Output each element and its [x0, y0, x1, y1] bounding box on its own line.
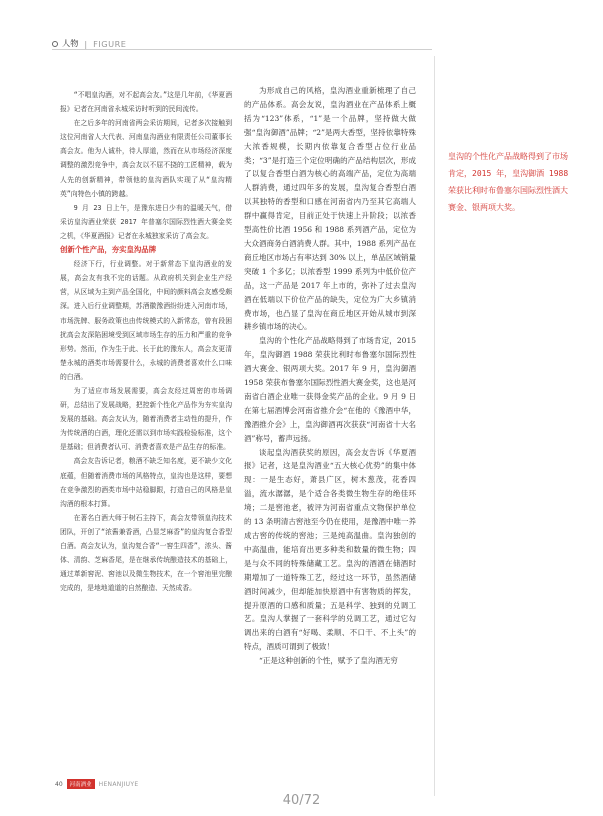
paragraph: “正是这种创新的个性，赋予了皇沟酒无穷: [259, 656, 398, 666]
bullet-icon: [52, 41, 58, 47]
paragraph: “不唱皇沟酒，对不起高会友。”这是几年前，《华夏酒报》记者在河南省永城采访时听到的民间流传。: [60, 91, 232, 114]
paragraph: 为了适应市场发展需要，高会友经过周密的市场调研，总结出了发展战略，把控新个性化产品作为夯实皇沟发展的基础。高会友认为，随着消费者主动性的提升，作为传统酒的白酒，理化还需以到市场实践检验标准，这个是基础；但消费者认可、消费者喜欢是产品生存的标准。: [60, 386, 232, 452]
article-column-1: [60, 88, 232, 595]
page-footer: [55, 779, 138, 789]
column-divider: [434, 56, 435, 796]
paragraph: 在之后多年的河南省两会采访期间，记者多次接触到这位河南省人大代表、河南皇沟酒业有限责任公司董事长高会友。他为人诚朴，待人厚道，然而在从市场经济深度调整的激烈竞争中，高会友以不屈不挠的工匠精神，载为人先的创新精神，带领他的皇沟酒队实现了从“皇沟精英”向特色小镇的跨越。: [60, 119, 232, 198]
paragraph: 9 月 23 日上午，是豫东进日少有的温暖天气，借采访皇沟酒业荣获 2017 年普塞尔国际烈性酒大赛金奖之机，《华夏酒报》记者在永城独家采访了高会友。: [60, 203, 232, 240]
viewer-page-indicator: 40/72: [282, 793, 321, 808]
section-title-en: FIGURE: [93, 38, 127, 49]
paragraph: 高会友告诉记者，粮酒不缺乏知名度，更不缺少文化底蕴，但随着消费市场的风格特点，皇沟也是这样，要想在竞争激烈的酒类市场中站稳脚跟，打造自己的风格是皇沟酒的根本打算。: [60, 457, 232, 508]
pull-quote-text: 皇沟的个性化产品战略得到了市场肯定，2015 年，皇沟御酒 1988 荣获比利时布鲁塞尔国际烈性酒大赛金、银两项大奖。: [448, 152, 569, 212]
section-title: 人物: [62, 38, 79, 48]
magazine-name-en: HENANJIUYE: [98, 780, 139, 788]
paragraph: 经济下行，行业调整。对于新常态下皇沟酒业的发展，高会友有我不完的话题。从政府机关到企业生产经营，从区域为主到产品全国化，中间的颜料高会友感受颇深。进入后行业调整期，苏酒徽豫酒纷纷进入河南市场，市场洗牌、服务政策也由传统模式的入新常态，曾有段困扰高会友深陷困境受到区域市场生存的压力和严重的竞争形势。然而，作为生于此、长于此的豫东人，高会友更清楚永城的酒类市场需要什么，永城的消费者喜欢什么口味的白酒。: [60, 260, 232, 381]
section-heading: 创新个性产品，夯实皇沟品牌: [60, 245, 157, 255]
section-header: [52, 38, 126, 49]
header-rule: [52, 49, 432, 50]
pull-quote: [448, 148, 570, 216]
paragraph: 为形成自己的风格，皇沟酒业重新梳理了自己的产品体系。高会友说，皇沟酒业在产品体系上概括为“123”体系，“1”是一个品牌，坚持做大做强“皇沟御酒”品牌；“2”是两大香型，坚持依靠特殊大浓香规模，长期内依靠复合香型占位行业品类；“3”是打造三个定位明确的产品结构层次，形成了以复合香型白酒为核心的高端产品，定位为高端人群消费，通过四年多的发展，皇沟复合香型白酒以其独特的香型和口感在河南省内乃至其它高端人群中赢得肯定，目前正处于快速上升阶段；以浓香型高性价比酒 1956 和 1988 系列酒产品，定位为大众酒商务白酒消费人群。其中，1988 系列产品在商丘地区市场占有率达到 30% 以上，单品区域销量突破 1 个多亿；以浓香型 1999 系列为中低价位产品，这一产品是 2017 年上市的，弥补了过去皇沟酒在低端以下价位产品的缺失，定位为广大乡镇消费市场，也凸显了皇沟在商丘地区开始从城市到深耕乡镇市场的决心。: [244, 86, 416, 332]
paragraph: 在著名白酒大师于树石主持下，高会友带领皇沟技术团队，开创了“浓酱兼香酒，凸显芝麻香”的皇沟复合香型白酒。高会友认为，皇沟复合香“一窖生四香”，浓头、酱体、清韵、芝麻香尾，是在继承传统酿造技术的基础上，通过革新窖泥、窖池以及微生物技术，在一个窖池里完酿完成的，是地地道道的自然酿造、天然成香。: [60, 513, 232, 593]
article-column-2: [244, 84, 416, 668]
paragraph: 皇沟的个性化产品战略得到了市场肯定，2015 年，皇沟御酒 1988 荣获比利时布鲁塞尔国际烈性酒大赛金、银两项大奖。2017 年 9 月，皇沟御酒 1958 荣获布鲁塞尔国际烈性酒大赛金奖，这也是河南省白酒企业唯一获得金奖产品的企业。9 月 9 日在第七届酒博会河南省推介会“在他的《豫酒中华，豫酒推介会》上，皇沟御酒再次获获“河南省十大名酒”称号，蓄声远扬。: [244, 336, 416, 443]
header-separator: |: [84, 38, 88, 49]
paragraph: 谈起皇沟酒获奖的原因，高会友告诉《华夏酒报》记者，这是皇沟酒业“五大核心优势”的集中体现：一是生态好，萧县广区，树木葱茂，花香四溢，流水潺潺，是个适合各类微生物生存的绝佳环境；二是窖池老，被评为河南省重点文物保护单位的 13 条明清古窖池至今仍在使用，是豫酒中唯一养成古窖的传统的窖池；三是纯高温曲。皇沟独创的中高温曲，能培育出更多种类和数量的微生物；四是与众不同的特殊储藏工艺。皇沟的酒酒在储酒时期增加了一道特殊工艺，经过这一环节，虽然酒储酒时间减少，但却能加快原酒中有害物质的挥发，提升原酒的口感和质量；五是科学、独到的兑调工艺。皇沟人掌握了一套科学的兑调工艺，通过它勾调出来的白酒有“好喝、柔顺、不口干、不上头”的特点，酒质可谓到了极致！: [244, 447, 416, 652]
footer-page-number: 40: [55, 780, 63, 788]
magazine-name: 河南酒业: [67, 779, 95, 789]
